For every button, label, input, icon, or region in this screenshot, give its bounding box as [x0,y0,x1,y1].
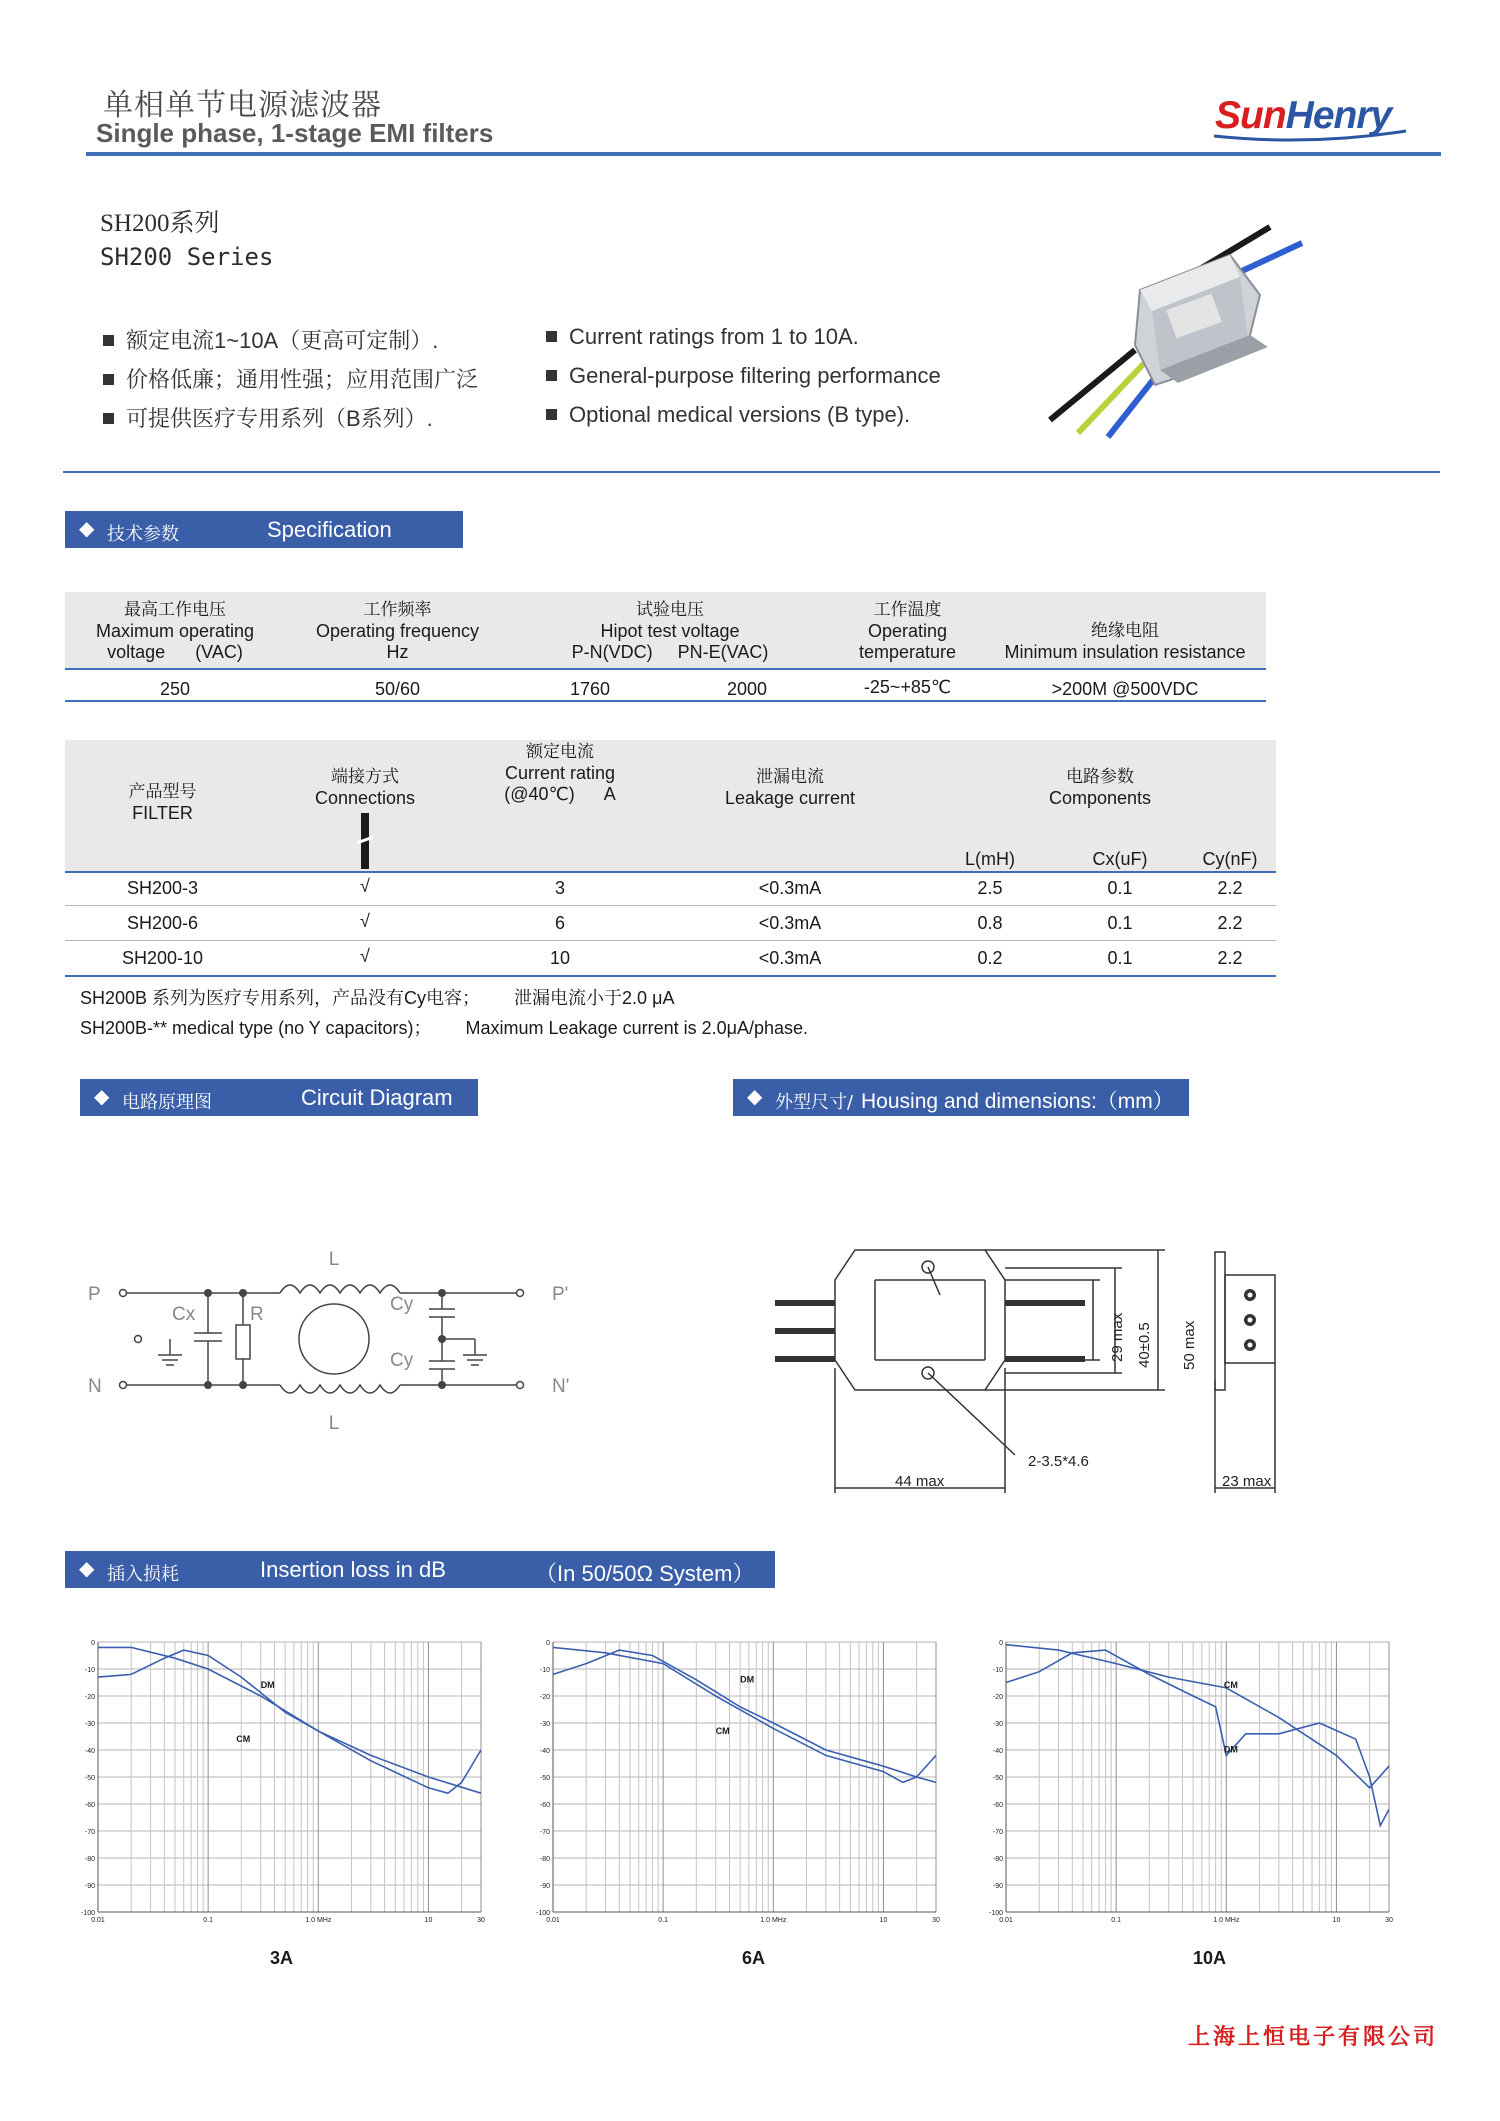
x-tick-label: 1.0 MHz [760,1917,787,1924]
feature-en-3: Optional medical versions (B type). [546,402,910,428]
insertion-loss-graph-6a [535,1640,955,1930]
y-tick-label: -40 [992,1748,1003,1755]
table-row-connection-check: √ [360,911,370,931]
spec-value-pne: 2000 [726,679,768,699]
y-tick-label: -50 [992,1775,1003,1782]
header-title-en: Single phase, 1-stage EMI filters [96,118,494,148]
spec-value-frequency: 50/60 [374,679,421,699]
insertion-loss-graph-10a [988,1640,1408,1930]
table-row-leakage: <0.3mA [758,913,822,933]
terminal-p: P [88,1284,101,1305]
y-tick-label: -30 [84,1721,95,1728]
terminal-p2: P' [552,1284,569,1305]
terminal-n: N [88,1376,102,1397]
y-tick-label: -70 [84,1829,95,1836]
cm-label: CM [1223,1679,1238,1690]
section-header-insertion: ◆ 插入损耗 Insertion loss in dB （In 50/50Ω System） [65,1551,775,1588]
dim-29: 29 max [1109,1312,1126,1362]
y-tick-label: -90 [992,1883,1003,1890]
y-tick-label: -10 [992,1667,1003,1674]
dm-label: DM [1223,1744,1238,1755]
model-header-l: L(mH) [965,849,1015,869]
table-row-leakage: <0.3mA [758,878,822,898]
y-tick-label: -80 [539,1856,550,1863]
dim-holes: 2-3.5*4.6 [1028,1453,1089,1470]
note-medical-cn: SH200B 系列为医疗专用系列，产品没有Cy电容； 泄漏电流小于2.0 μA [80,988,675,1008]
series-title-cn: SH200系列 [100,210,220,237]
diamond-icon: ◆ [94,1086,110,1108]
spec-header-frequency: 工作频率 Operating frequency Hz [315,600,480,662]
section-header-circuit: ◆ 电路原理图 Circuit Diagram [80,1079,478,1116]
model-header-cy: Cy(nF) [1202,849,1258,869]
x-tick-label: 0.01 [546,1917,560,1924]
x-tick-label: 0.01 [999,1917,1013,1924]
graph-caption-6a: 6A [742,1948,766,1968]
dim-50: 50 max [1181,1320,1198,1370]
feature-en-2: General-purpose filtering performance [546,363,941,389]
graph-caption-3a: 3A [270,1948,294,1968]
capacitor-cy-label-top: Cy [390,1294,414,1315]
y-tick-label: -30 [992,1721,1003,1728]
dim-23: 23 max [1222,1473,1272,1490]
feature-cn-2: 价格低廉；通用性强；应用范围广泛 [103,363,478,394]
y-tick-label: -100 [535,1910,550,1917]
table-row-current: 10 [549,948,571,968]
series-title-en: SH200 Series [100,243,274,271]
table-row-current: 6 [554,913,565,933]
x-tick-label: 0.1 [203,1917,214,1924]
table-row-cy: 2.2 [1217,878,1243,898]
x-tick-label: 1.0 MHz [305,1917,332,1924]
x-tick-label: 0.1 [658,1917,669,1924]
dm-label: DM [260,1679,275,1690]
table-row-cx: 0.1 [1107,913,1133,933]
filter-product-image [1040,215,1320,445]
spec-value-temperature: -25~+85℃ [863,677,952,697]
y-tick-label: -10 [84,1667,95,1674]
x-tick-label: 1.0 MHz [1213,1917,1240,1924]
inductor-label-bottom: L [328,1413,340,1434]
graph-caption-10a: 10A [1193,1948,1227,1968]
inductor-label-top: L [328,1249,340,1270]
cm-label: CM [715,1725,730,1736]
y-tick-label: -60 [992,1802,1003,1809]
spec-header-temperature: 工作温度 Operating temperature [858,600,957,662]
y-tick-label: -70 [992,1829,1003,1836]
section-header-spec: ◆ 技术参数 Specification [65,511,463,548]
diamond-icon: ◆ [747,1086,763,1108]
x-tick-label: 10 [879,1917,888,1924]
dim-40: 40±0.5 [1136,1322,1153,1368]
y-tick-label: -50 [539,1775,550,1782]
y-tick-label: -70 [539,1829,550,1836]
capacitor-cx-label: Cx [172,1304,196,1325]
y-tick-label: -80 [992,1856,1003,1863]
y-tick-label: -30 [539,1721,550,1728]
y-tick-label: -40 [539,1748,550,1755]
model-header-filter: 产品型号 FILTER [128,782,197,823]
y-tick-label: -10 [539,1667,550,1674]
dm-label: DM [740,1674,755,1685]
diamond-icon: ◆ [79,518,95,540]
x-tick-label: 30 [477,1917,485,1924]
cm-label: CM [236,1733,251,1744]
table-row-current: 3 [554,878,565,898]
feature-cn-1: 额定电流1~10A（更高可定制）. [103,324,438,355]
model-header-current: 额定电流 Current rating (@40℃) A [504,742,616,804]
table-row-model: SH200-10 [121,948,204,968]
table-row-model: SH200-3 [126,878,199,898]
feature-en-1: Current ratings from 1 to 10A. [546,324,859,350]
spec-header-insulation: 绝缘电阻 Minimum insulation resistance [1004,621,1246,662]
table-row-model: SH200-6 [126,913,199,933]
table-row-l: 0.8 [977,913,1003,933]
housing-dimension-drawing [760,1240,1320,1500]
y-tick-label: -60 [539,1802,550,1809]
y-tick-label: 0 [91,1640,95,1647]
spec-header-voltage: 最高工作电压 Maximum operating voltage (VAC) [95,600,255,662]
model-header-components: 电路参数 Components [1048,767,1152,808]
logo-swoosh [1210,128,1410,144]
y-tick-label: -60 [84,1802,95,1809]
dim-44: 44 max [895,1473,945,1490]
x-tick-label: 0.1 [1111,1917,1122,1924]
spec-value-voltage: 250 [159,679,191,699]
header-title-cn: 单相单节电源滤波器 [103,89,382,122]
model-header-leakage: 泄漏电流 Leakage current [724,767,856,808]
divider [63,471,1440,473]
y-tick-label: -80 [84,1856,95,1863]
y-tick-label: -20 [992,1694,1003,1701]
company-footer: 上海上恒电子有限公司 [1188,2024,1439,2049]
diamond-icon: ◆ [79,1558,95,1580]
sunhenry-logo: SunHenry [1215,94,1392,137]
y-tick-label: -90 [84,1883,95,1890]
table-row-connection-check: √ [360,946,370,966]
y-tick-label: -50 [84,1775,95,1782]
table-row-connection-check: √ [360,876,370,896]
y-tick-label: -40 [84,1748,95,1755]
terminal-n2: N' [552,1376,570,1397]
table-row-cy: 2.2 [1217,948,1243,968]
wire-terminal-icon [357,813,373,869]
feature-cn-3: 可提供医疗专用系列（B系列）. [103,402,433,433]
capacitor-cy-label-bottom: Cy [390,1350,414,1371]
insertion-loss-graph-3a [80,1640,500,1930]
note-medical-en: SH200B-** medical type (no Y capacitors)； Maximum Leakage current is 2.0μA/phase. [80,1018,809,1038]
y-tick-label: -20 [84,1694,95,1701]
circuit-diagram [80,1245,600,1445]
y-tick-label: -100 [80,1910,95,1917]
x-tick-label: 0.01 [91,1917,105,1924]
table-row-leakage: <0.3mA [758,948,822,968]
table-row-cx: 0.1 [1107,948,1133,968]
spec-value-insulation: >200M @500VDC [1051,679,1199,699]
x-tick-label: 30 [932,1917,940,1924]
y-tick-label: 0 [999,1640,1003,1647]
model-header-connections: 端接方式 Connections [314,767,416,808]
table-row-cx: 0.1 [1107,878,1133,898]
model-header-cx: Cx(uF) [1092,849,1148,869]
x-tick-label: 30 [1385,1917,1393,1924]
y-tick-label: -90 [539,1883,550,1890]
x-tick-label: 10 [1332,1917,1341,1924]
x-tick-label: 10 [424,1917,433,1924]
header-rule [86,152,1441,156]
section-header-housing: ◆ 外型尺寸/ Housing and dimensions:（mm） [733,1079,1189,1116]
table-row-l: 0.2 [977,948,1003,968]
y-tick-label: 0 [546,1640,550,1647]
table-row-l: 2.5 [977,878,1003,898]
y-tick-label: -20 [539,1694,550,1701]
spec-value-pn: 1760 [569,679,611,699]
table-row-cy: 2.2 [1217,913,1243,933]
spec-header-hipot: 试验电压 Hipot test voltage P-N(VDC) PN-E(VAC) [571,600,769,662]
resistor-label: R [250,1304,264,1325]
y-tick-label: -100 [988,1910,1003,1917]
